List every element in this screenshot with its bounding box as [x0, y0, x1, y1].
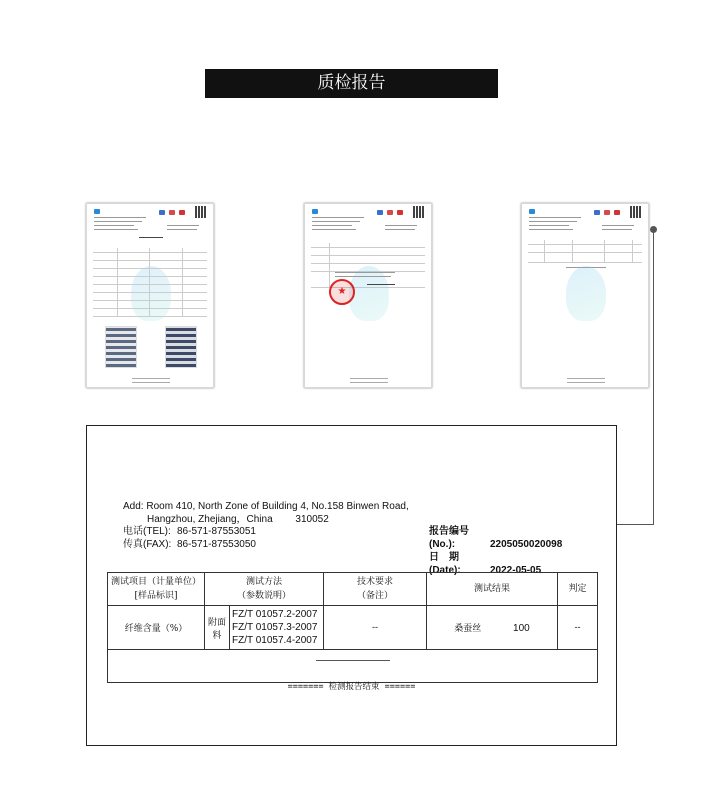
- watermark-icon: [566, 266, 606, 321]
- header-result: 测试结果: [427, 573, 558, 606]
- cnas-logo-icon: [179, 210, 185, 215]
- lab-logo-icon: [312, 209, 318, 214]
- lab-logo-icon: [94, 209, 100, 214]
- report-page-2-thumb[interactable]: [304, 203, 432, 388]
- cma-logo-icon: [377, 210, 383, 215]
- tel-value: 86-571-87553051: [177, 526, 256, 537]
- report-page-1-thumb[interactable]: [86, 203, 214, 388]
- row-standards: FZ/T 01057.2-2007 FZ/T 01057.3-2007 FZ/T 01057.4-2007: [230, 606, 324, 650]
- qr-code-icon: [413, 206, 425, 218]
- callout-connector-line-horizontal: [617, 524, 654, 525]
- table-row: [108, 606, 598, 650]
- ilac-logo-icon: [604, 210, 610, 215]
- row-requirement: --: [324, 606, 427, 650]
- official-seal-icon: ★: [329, 279, 355, 305]
- row-item: 纤维含量（%）: [108, 606, 205, 650]
- ilac-logo-icon: [169, 210, 175, 215]
- header-judgement: 判定: [558, 573, 598, 606]
- qr-code-icon: [195, 206, 207, 218]
- report-meta: [429, 525, 562, 577]
- date-value: 2022-05-05: [490, 565, 542, 576]
- lab-contacts: [123, 525, 256, 551]
- lab-address: [123, 500, 409, 526]
- report-detail-zoom: [86, 425, 617, 746]
- watermark-icon: [349, 266, 389, 321]
- header-requirement: 技术要求 （备注）: [324, 573, 427, 606]
- blank-separator-line: [316, 660, 390, 661]
- report-end-marker: ======= 检测报告结束 ======: [287, 682, 416, 692]
- report-no-label: 报告编号(No.):: [429, 526, 469, 550]
- cnas-logo-icon: [614, 210, 620, 215]
- tel-label: 电话(TEL):: [123, 526, 171, 537]
- report-page-3-thumb[interactable]: [521, 203, 649, 388]
- cnas-logo-icon: [397, 210, 403, 215]
- ilac-logo-icon: [387, 210, 393, 215]
- table-header-row: [108, 573, 598, 606]
- date-label: 日 期(Date):: [429, 552, 461, 576]
- lab-logo-icon: [529, 209, 535, 214]
- fax-label: 传真(FAX):: [123, 539, 172, 550]
- address-line-2: Hangzhou, Zhejiang，China: [147, 514, 273, 525]
- row-method-group: 附面料: [205, 606, 230, 650]
- header-method: 测试方法 （参数说明）: [205, 573, 324, 606]
- result-value: 100: [513, 623, 530, 634]
- address-line-1: Add: Room 410, North Zone of Building 4, No.158 Binwen Road,: [123, 501, 409, 512]
- header-item: 测试项目（计量单位） [样品标识]: [108, 573, 205, 606]
- fax-value: 86-571-87553050: [177, 539, 256, 550]
- row-result: [427, 606, 558, 650]
- test-results-table: [107, 572, 598, 683]
- garment-photo-back: [165, 326, 197, 368]
- cma-logo-icon: [159, 210, 165, 215]
- garment-photo-front: [105, 326, 137, 368]
- report-no-value: 2205050020098: [490, 539, 563, 550]
- section-title-banner: [205, 69, 498, 98]
- qr-code-icon: [630, 206, 642, 218]
- result-fiber-name: 桑蚕丝: [454, 624, 482, 634]
- section-title: 质检报告: [317, 73, 386, 93]
- callout-connector-line: [653, 230, 654, 524]
- postal-code: 310052: [295, 514, 329, 525]
- row-judgement: --: [558, 606, 598, 650]
- table-blank-row: [108, 650, 598, 683]
- cma-logo-icon: [594, 210, 600, 215]
